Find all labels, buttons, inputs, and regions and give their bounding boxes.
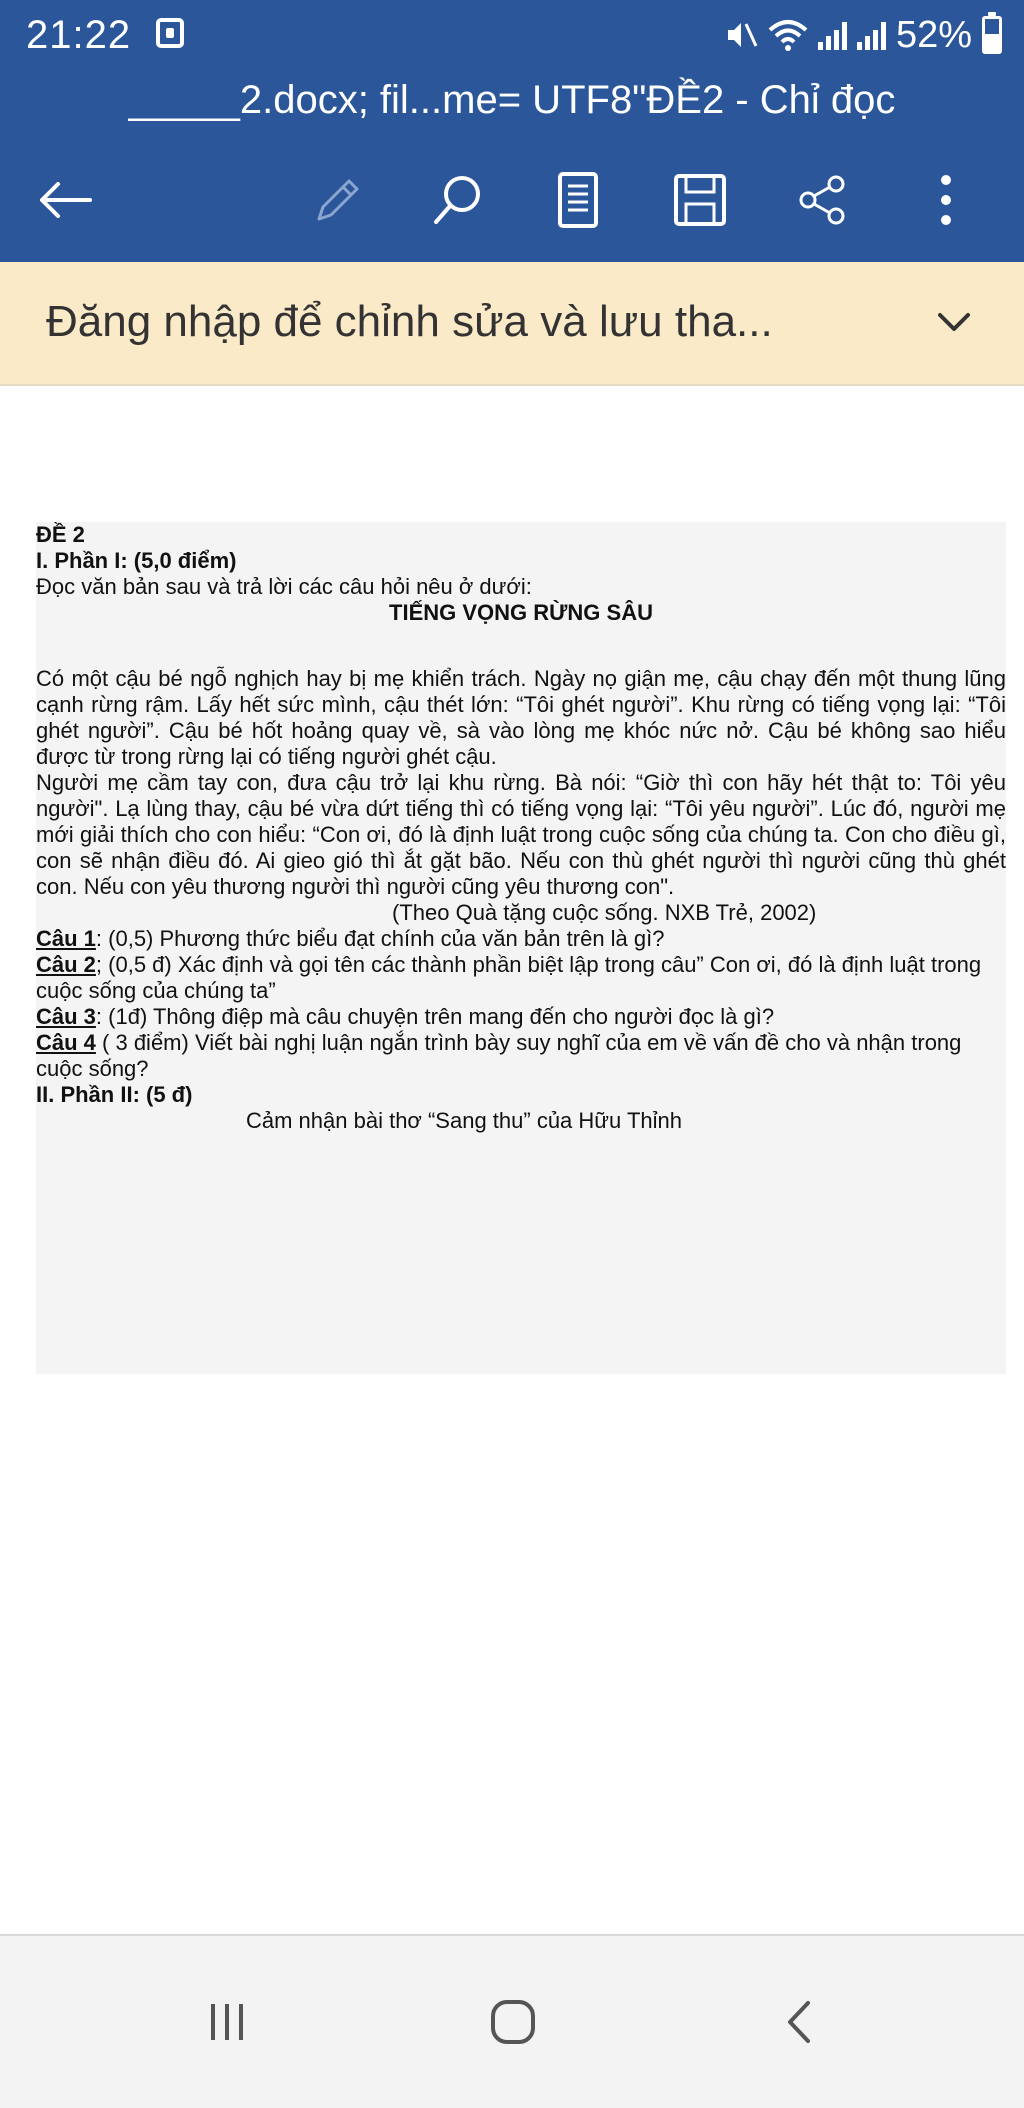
question-4 [36, 1030, 1006, 1082]
question-label: Câu 2 [36, 952, 96, 977]
part2-heading: II. Phần II: (5 đ) [36, 1082, 193, 1107]
recent-apps-icon [207, 2000, 247, 2044]
notification-icon [156, 18, 184, 48]
battery-icon [982, 16, 1002, 54]
recent-apps-button[interactable] [182, 1982, 272, 2062]
mute-icon [724, 18, 758, 52]
sign-in-message: Đăng nhập để chỉnh sửa và lưu tha... [46, 297, 773, 346]
story-source: (Theo Quà tặng cuộc sống. NXB Trẻ, 2002) [392, 900, 817, 925]
question-label: Câu 1 [36, 926, 96, 951]
wifi-icon [768, 18, 808, 52]
reading-view-icon [556, 170, 600, 230]
share-icon [794, 172, 850, 228]
battery-percent: 52% [895, 13, 972, 56]
back-button[interactable] [26, 160, 106, 240]
document-body [36, 522, 1006, 1134]
question-text: : (0,5) Phương thức biểu đạt chính của văn bản trên là gì? [95, 926, 665, 951]
expand-banner-button[interactable] [924, 292, 984, 352]
question-text: ( 3 điểm) Viết bài nghị luận ngắn trình bày suy nghĩ của em về vấn đề cho và nhận trong cuộc sống? [36, 1030, 962, 1081]
part1-heading: I. Phần I: (5,0 điểm) [36, 548, 237, 573]
share-button[interactable] [782, 160, 862, 240]
status-time: 21:22 [26, 13, 132, 57]
back-icon [784, 1999, 814, 2045]
save-button[interactable] [660, 160, 740, 240]
more-options-button[interactable] [906, 160, 986, 240]
app-header [0, 0, 1024, 262]
question-text: : (1đ) Thông điệp mà câu chuyện trên mang đến cho người đọc là gì? [95, 1004, 775, 1029]
signal-icon [818, 20, 847, 50]
reading-view-button[interactable] [538, 160, 618, 240]
question-3 [36, 1004, 1006, 1030]
question-text: ; (0,5 đ) Xác định và gọi tên các thành phần biệt lập trong câu” Con ơi, đó là định luật trong cuộc sống của chúng ta” [36, 952, 982, 1003]
search-button[interactable] [418, 160, 498, 240]
save-icon [672, 172, 728, 228]
question-1 [36, 926, 1006, 952]
pencil-icon [311, 173, 365, 227]
sign-in-banner[interactable] [0, 262, 1024, 386]
story-paragraph-1: Có một cậu bé ngỗ nghịch hay bị mẹ khiển trách. Ngày nọ giận mẹ, cậu chạy đến một thung lũng cạnh rừng rậm. Lấy hết sức mình, cậu thét lớn: “Tôi ghét người”. Khu rừng có tiếng vọng lại: “Tôi ghét người”. Cậu bé hốt hoảng quay về, sà vào lòng mẹ khóc nức nở. Cậu bé không sao hiểu được từ trong rừng lại có tiếng người ghét cậu. [36, 666, 1006, 769]
exam-heading: ĐỀ 2 [36, 522, 85, 547]
home-button[interactable] [468, 1982, 558, 2062]
edit-button[interactable] [298, 160, 378, 240]
instruction-text: Đọc văn bản sau và trả lời các câu hỏi nêu ở dưới: [36, 574, 532, 599]
home-icon [488, 1997, 538, 2047]
status-bar [0, 0, 1024, 70]
question-2 [36, 952, 1006, 1004]
story-title: TIẾNG VỌNG RỪNG SÂU [389, 600, 653, 625]
toolbar [0, 150, 1024, 250]
part2-task: Cảm nhận bài thơ “Sang thu” của Hữu Thỉnh [246, 1108, 682, 1133]
signal-icon-2 [857, 20, 886, 50]
search-icon [430, 172, 486, 228]
back-arrow-icon [38, 180, 94, 220]
chevron-down-icon [936, 311, 972, 333]
back-nav-button[interactable] [754, 1982, 844, 2062]
question-label: Câu 3 [36, 1004, 96, 1029]
system-nav-bar [0, 1934, 1024, 2108]
document-title: _____2.docx; fil...me= UTF8"ĐỀ2 - Chỉ đọc [128, 78, 896, 122]
question-label: Câu 4 [36, 1030, 96, 1055]
story-paragraph-2: Người mẹ cầm tay con, đưa cậu trở lại khu rừng. Bà nói: “Giờ thì con hãy hét thật to: Tôi yêu người". Lạ lùng thay, cậu bé vừa dứt tiếng thì có tiếng vọng lại: “Tôi yêu người”. Lúc đó, người mẹ mới giải thích cho con hiểu: “Con ơi, đó là định luật trong cuộc sống của chúng ta. Con cho điều gì, con sẽ nhận điều đó. Ai gieo gió thì ắt gặt bão. Nếu con thù ghét người thì người cũng thù ghét con. Nếu con yêu thương người thì người cũng yêu thương con". [36, 770, 1006, 899]
more-icon [936, 172, 956, 228]
